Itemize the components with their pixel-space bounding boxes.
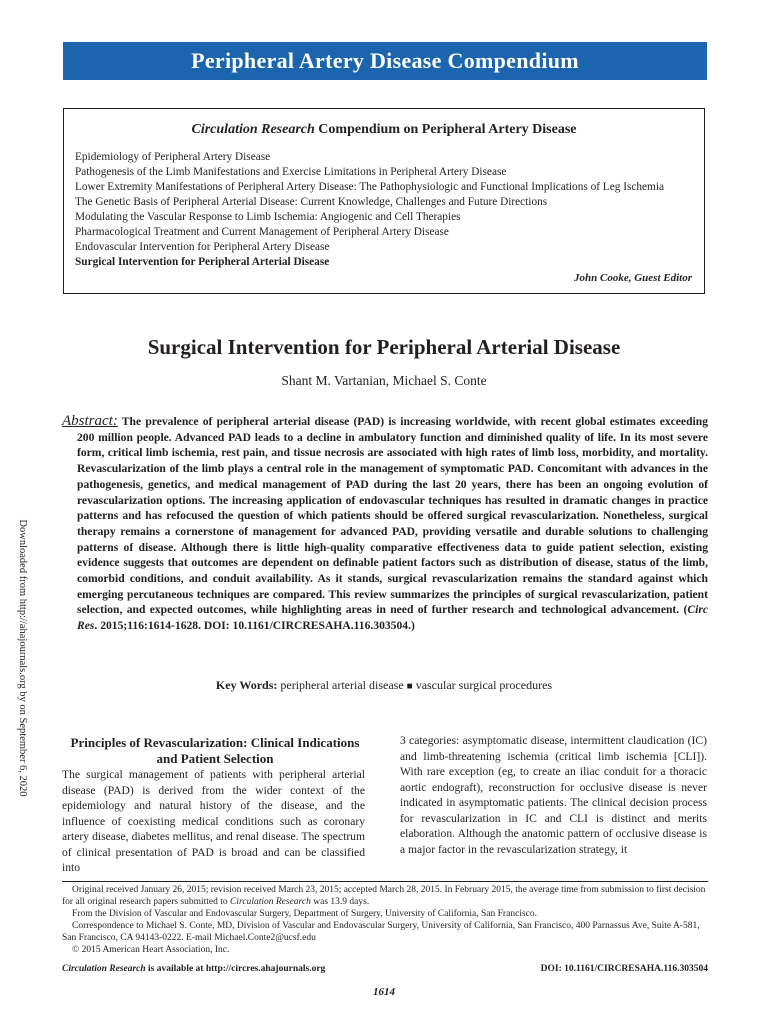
compendium-item: Epidemiology of Peripheral Artery Disease: [75, 151, 271, 163]
compendium-banner: Peripheral Artery Disease Compendium: [63, 42, 707, 80]
footnote-affiliation: From the Division of Vascular and Endovascular Surgery, Department of Surgery, University of California, San Francisco.: [72, 909, 537, 920]
journal-url-text: is available at http://circres.ahajournals.org: [145, 964, 326, 974]
body-text-right-column: 3 categories: asymptomatic disease, intermittent claudication (IC) and limb-threatening ischemia (critical limb ischemia [CLI]). With rare exception (eg, to create an iliac conduit for a thoracic aortic endograft), reconstruction for occlusive disease is never indicated in asymptomatic patients. The clinical decision process for revascularization in IC and CLI is distinct and merits elaboration. Although the anatomic pattern of occlusive disease is a major factor in the revascularization strategy, it: [400, 734, 707, 856]
body-text-left-column: The surgical management of patients with peripheral arterial disease (PAD) is derived from the wider context of the epidemiology and natural history of the disease, and the influence of coexisting medical conditions such as coronary artery disease, diabetes mellitus, and renal disease. The spectrum of clinical presentation of PAD is broad and can be classified into: [62, 768, 365, 874]
abstract-citation-journal: Circ Res: [77, 603, 708, 633]
article-title: Surgical Intervention for Peripheral Arterial Disease: [147, 335, 621, 359]
page-number: 1614: [373, 986, 395, 998]
key-words: [0, 678, 768, 693]
key-word: peripheral arterial disease: [280, 678, 404, 692]
compendium-journal-name: Circulation Research: [191, 122, 315, 137]
compendium-item-current: Surgical Intervention for Peripheral Arterial Disease: [75, 256, 330, 268]
compendium-item: Pathogenesis of the Limb Manifestations and Exercise Limitations in Peripheral Artery Disease: [75, 166, 507, 178]
article-doi: DOI: 10.1161/CIRCRESAHA.116.303504: [540, 964, 708, 974]
footnote-journal-name: Circulation Research: [230, 897, 311, 908]
section-heading: Principles of Revascularization: Clinical Indications and Patient Selection: [70, 735, 360, 766]
guest-editor: John Cooke, Guest Editor: [574, 272, 692, 284]
compendium-item: Endovascular Intervention for Peripheral Artery Disease: [75, 241, 330, 253]
compendium-title: [64, 122, 704, 138]
compendium-item: The Genetic Basis of Peripheral Arterial Disease: Current Knowledge, Challenges and Future Directions: [75, 196, 548, 208]
footnote-divider: [62, 881, 708, 882]
key-word: vascular surgical procedures: [415, 678, 553, 692]
compendium-box: [63, 108, 705, 294]
footnote-received: [62, 884, 708, 908]
footnote-correspondence: Correspondence to Michael S. Conte, MD, Division of Vascular and Endovascular Surgery, University of California, San Francisco, 400 Parnassus Ave, Suite A-581, San Francisco, CA 94143-0222. E-mail Michael.Conte2@ucsf.edu: [62, 921, 700, 944]
footnote-received-end: was 13.9 days.: [310, 897, 370, 908]
footnotes: [62, 884, 708, 957]
journal-name: Circulation Research: [62, 964, 146, 974]
journal-availability: [62, 964, 708, 974]
article-authors: Shant M. Vartanian, Michael S. Conte: [281, 373, 487, 388]
compendium-item: Modulating the Vascular Response to Limb Ischemia: Angiogenic and Cell Therapies: [75, 211, 461, 223]
key-word-separator: ■: [406, 681, 413, 692]
compendium-title-rest: Compendium on Peripheral Artery Disease: [314, 122, 577, 137]
abstract-citation-rest: . 2015;116:1614-1628. DOI: 10.1161/CIRCRESAHA.116.303504.): [94, 619, 415, 633]
footnote-copyright: © 2015 American Heart Association, Inc.: [72, 945, 230, 956]
footnote-received-text: Original received January 26, 2015; revision received March 23, 2015; accepted March 28, 2015. In February 2015, the average time from submission to first decision for all original research papers submitted to: [62, 885, 706, 908]
abstract: [62, 414, 708, 634]
compendium-item: Lower Extremity Manifestations of Peripheral Artery Disease: The Pathophysiologic and Functional Implications of Leg Ischemia: [75, 181, 664, 193]
compendium-item: Pharmacological Treatment and Current Management of Peripheral Artery Disease: [75, 226, 449, 238]
download-watermark: Downloaded from http://ahajournals.org by on September 6, 2020: [17, 519, 28, 797]
compendium-article-list: [75, 150, 664, 270]
key-words-label: Key Words:: [215, 678, 278, 692]
abstract-text: The prevalence of peripheral arterial disease (PAD) is increasing worldwide, with recent global estimates exceeding 200 million people. Advanced PAD leads to a decline in ambulatory function and diminished quality of life. In its most severe form, critical limb ischemia, rest pain, and tissue necrosis are associated with high rates of limb loss, morbidity, and mortality. Revascularization of the limb plays a central role in the management of symptomatic PAD. Concomitant with advances in the pathogenesis, genetics, and medical management of PAD during the last 20 years, there has been an ongoing evolution of revascularization options. The increasing application of endovascular techniques has resulted in dramatic changes in practice patterns and has refocused the question of which patients should be offered surgical revascularization. Nonetheless, surgical therapy remains a cornerstone of management for advanced PAD, providing versatile and durable solutions to challenging patterns of disease. Although there is little high-quality comparative effectiveness data to guide patient selection, existing evidence suggests that outcomes are dependent on definable patient factors such as distribution of disease, status of the limb, comorbid conditions, and conduit availability. As it stands, surgical revascularization remains the standard against which emerging percutaneous techniques are compared. This review summarizes the principles of surgical revascularization, patient selection, and expected outcomes, while highlighting areas in need of further research and technological advancement. (: [77, 415, 708, 617]
abstract-label: Abstract:: [62, 413, 118, 429]
